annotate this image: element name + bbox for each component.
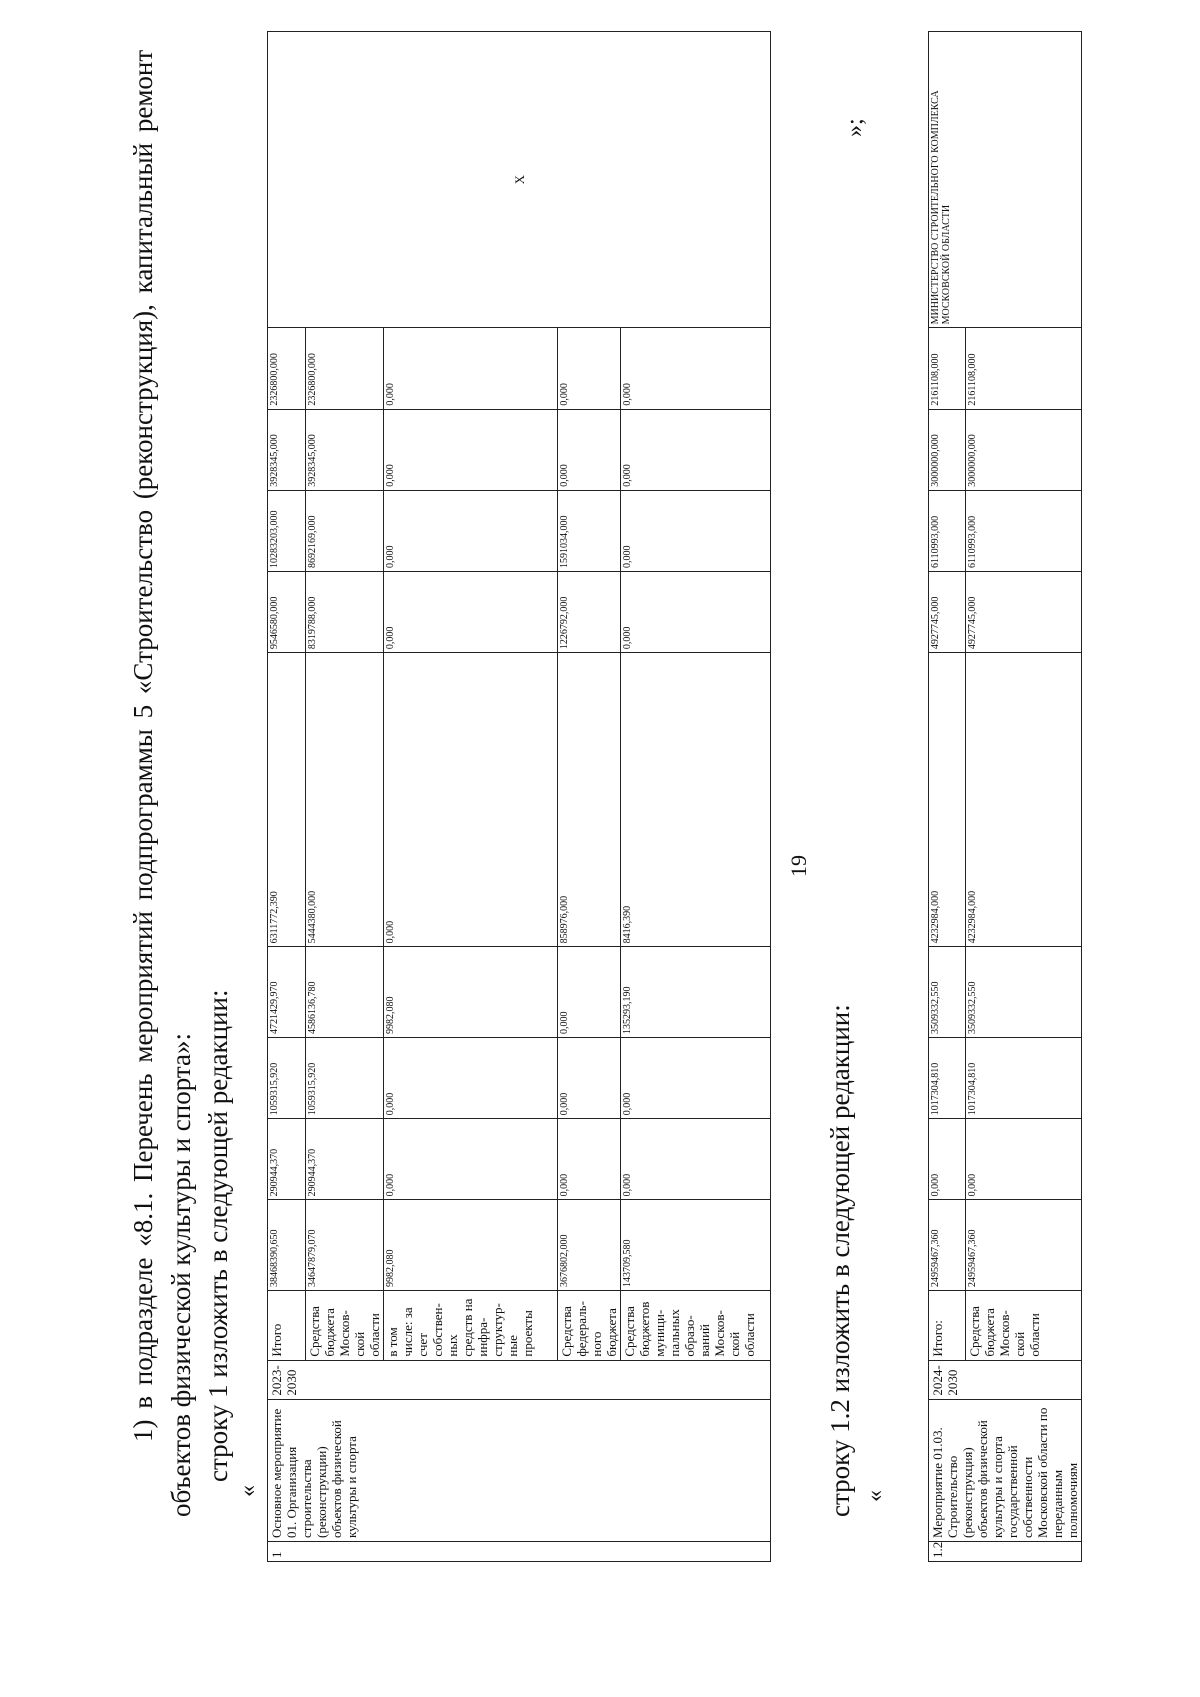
source-label: Средства бюджета Москов-ской области	[966, 1291, 1082, 1361]
value-cell: 9546580,000	[268, 571, 306, 652]
activity-name: Основное мероприятие 01. Организация строительства (реконструкции) объектов физической культуры и спорта	[268, 1399, 771, 1541]
period: 2024-2030	[929, 1360, 1082, 1399]
value-cell: 4232984,000	[929, 653, 966, 947]
value-cell: 0,000	[384, 1119, 558, 1200]
value-cell: 0,000	[558, 1038, 621, 1119]
row-number: 1	[268, 1541, 771, 1561]
intro-line-2: объектов физической культуры и спорта»:	[166, 1033, 196, 1517]
value-cell: 0,000	[621, 1119, 771, 1200]
value-cell: 1059315,920	[306, 1038, 384, 1119]
value-cell: 24959467,360	[929, 1200, 966, 1291]
value-cell: 0,000	[384, 653, 558, 947]
value-cell: 0,000	[384, 571, 558, 652]
value-cell: 858976,000	[558, 653, 621, 947]
value-cell: 0,000	[966, 1119, 1082, 1200]
value-cell: 0,000	[558, 409, 621, 490]
value-cell: 135293,190	[621, 947, 771, 1038]
value-cell: 6311772,390	[268, 653, 306, 947]
source-label: Итого	[268, 1291, 306, 1361]
value-cell: 9982,080	[384, 947, 558, 1038]
value-cell: 2326800,000	[306, 328, 384, 409]
value-cell: 0,000	[384, 328, 558, 409]
open-quote-1: «	[235, 1485, 261, 1497]
page-number: 19	[786, 855, 811, 877]
value-cell: 3928345,000	[306, 409, 384, 490]
open-quote-2: «	[862, 1490, 888, 1502]
value-cell: 1226792,000	[558, 571, 621, 652]
table-row	[929, 32, 966, 1562]
table-row-1	[267, 31, 771, 1562]
source-label: Средства бюджетов муници-пальных образо-ваний Москов-ской области	[621, 1291, 771, 1361]
row-number: 1.2	[929, 1541, 1082, 1561]
value-cell: 0,000	[384, 409, 558, 490]
value-cell: 24959467,360	[966, 1200, 1082, 1291]
source-label: Итого:	[929, 1291, 966, 1361]
value-cell: 290944,370	[306, 1119, 384, 1200]
value-cell: 0,000	[621, 1038, 771, 1119]
table-row	[268, 32, 306, 1562]
value-cell: 2326800,000	[268, 328, 306, 409]
value-cell: 8319788,000	[306, 571, 384, 652]
value-cell: 1059315,920	[268, 1038, 306, 1119]
value-cell: 0,000	[621, 571, 771, 652]
value-cell: 0,000	[621, 490, 771, 571]
intro-line-4: строку 1.2 изложить в следующей редакции:	[825, 1004, 855, 1517]
value-cell: 1017304,810	[929, 1038, 966, 1119]
value-cell: 2161108,000	[966, 328, 1082, 409]
value-cell: 6110993,000	[966, 490, 1082, 571]
value-cell: 4232984,000	[966, 653, 1082, 947]
period: 2023-2030	[268, 1360, 771, 1399]
value-cell: 8692169,000	[306, 490, 384, 571]
value-cell: 4721429,970	[268, 947, 306, 1038]
value-cell: 6110993,000	[929, 490, 966, 571]
source-label: в том числе: за счет собствен-ных средств на инфра-структур-ные проекты	[384, 1291, 558, 1361]
responsible-executor: МИНИСТЕРСТВО СТРОИТЕЛЬНОГО КОМПЛЕКСА МОСКОВСКОЙ ОБЛАСТИ	[929, 32, 1082, 328]
value-cell: 0,000	[558, 947, 621, 1038]
source-label: Средства федераль-ного бюджета	[558, 1291, 621, 1361]
value-cell: 290944,370	[268, 1119, 306, 1200]
value-cell: 34647879,070	[306, 1200, 384, 1291]
value-cell: 3509332,550	[966, 947, 1082, 1038]
value-cell: 10283203,000	[268, 490, 306, 571]
value-cell: 5444380,000	[306, 653, 384, 947]
value-cell: 0,000	[558, 1119, 621, 1200]
value-cell: 143709,580	[621, 1200, 771, 1291]
value-cell: 3676802,000	[558, 1200, 621, 1291]
value-cell: 1017304,810	[966, 1038, 1082, 1119]
value-cell: 4586136,780	[306, 947, 384, 1038]
value-cell: 3509332,550	[929, 947, 966, 1038]
value-cell: 0,000	[384, 490, 558, 571]
responsible-executor: Х	[268, 32, 771, 328]
value-cell: 38468390,650	[268, 1200, 306, 1291]
source-label: Средства бюджета Москов-ской области	[306, 1291, 384, 1361]
value-cell: 0,000	[621, 409, 771, 490]
table-row-1-2	[928, 31, 1082, 1562]
value-cell: 3928345,000	[268, 409, 306, 490]
value-cell: 1591034,000	[558, 490, 621, 571]
intro-line-1: 1) в подразделе «8.1. Перечень мероприятий подпрограммы 5 «Строительство (реконструкция), капитальный ремонт	[128, 49, 158, 1442]
value-cell: 0,000	[558, 328, 621, 409]
value-cell: 9982,080	[384, 1200, 558, 1291]
value-cell: 0,000	[621, 328, 771, 409]
value-cell: 3000000,000	[966, 409, 1082, 490]
value-cell: 3000000,000	[929, 409, 966, 490]
value-cell: 0,000	[929, 1119, 966, 1200]
value-cell: 2161108,000	[929, 328, 966, 409]
value-cell: 4927745,000	[929, 571, 966, 652]
activity-name: Мероприятие 01.03. Строительство (реконструкция) объектов физической культуры и спорта государственной собственности Московской области по переданным полномочиям	[929, 1399, 1082, 1541]
value-cell: 0,000	[384, 1038, 558, 1119]
intro-line-3: строку 1 изложить в следующей редакции:	[203, 989, 233, 1482]
value-cell: 8416,390	[621, 653, 771, 947]
value-cell: 4927745,000	[966, 571, 1082, 652]
close-quote: »;	[842, 118, 868, 137]
